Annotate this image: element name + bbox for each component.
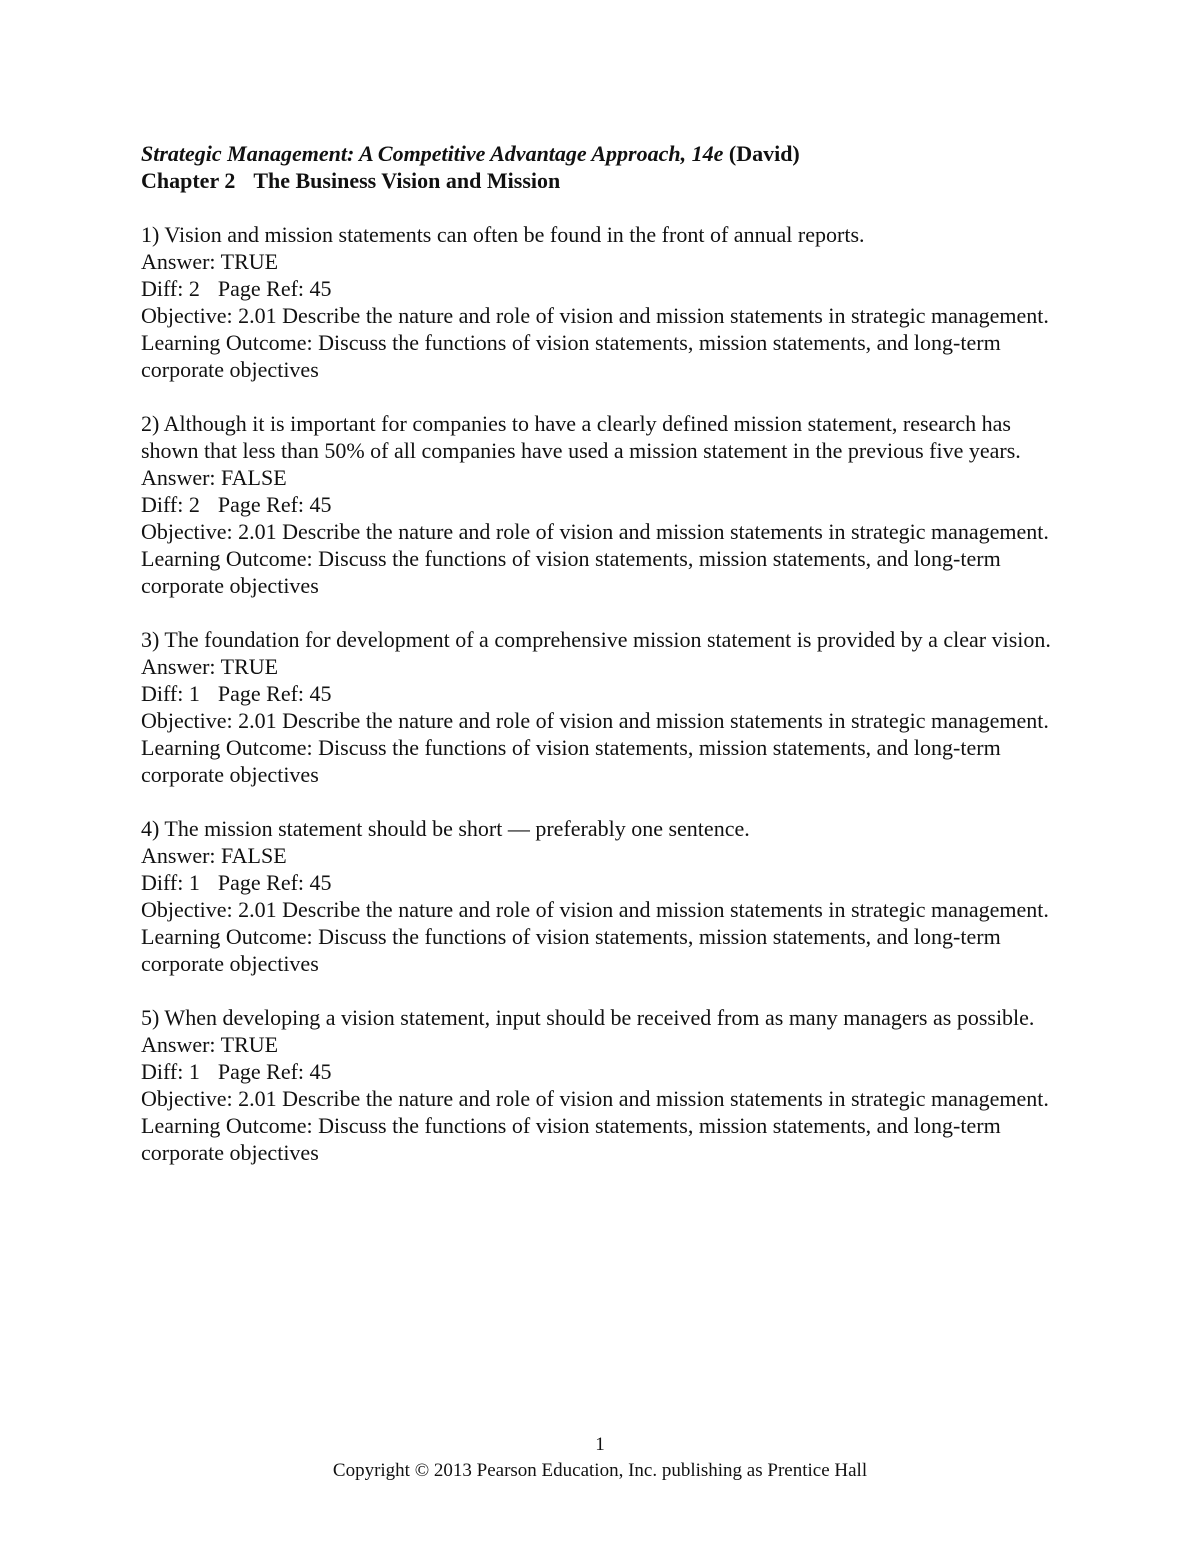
question-learning-outcome: Learning Outcome: Discuss the functions of vision statements, mission statements, and long-term corporate objectives [141,924,1001,976]
question-diff: Diff: 2 [141,492,200,517]
page-content [141,140,1071,1193]
question-item [141,626,1071,788]
question-objective: Objective: 2.01 Describe the nature and role of vision and mission statements in strategic management. [141,1086,1049,1111]
copyright-notice: Copyright © 2013 Pearson Education, Inc. publishing as Prentice Hall [332,1460,868,1481]
question-stem: 5) When developing a vision statement, input should be received from as many managers as possible. [141,1005,1035,1030]
question-meta [141,491,1071,518]
question-stem: 3) The foundation for development of a comprehensive mission statement is provided by a clear vision. [141,627,1051,652]
question-answer: Answer: FALSE [141,843,287,868]
question-item [141,815,1071,977]
question-answer: Answer: TRUE [141,249,279,274]
question-diff: Diff: 2 [141,276,200,301]
question-diff: Diff: 1 [141,681,200,706]
question-item [141,410,1071,599]
book-title: Strategic Management: A Competitive Advantage Approach, 14e [141,141,724,166]
question-diff: Diff: 1 [141,870,200,895]
question-meta [141,1058,1071,1085]
question-page-ref: Page Ref: 45 [217,492,332,517]
question-page-ref: Page Ref: 45 [217,681,332,706]
question-meta [141,869,1071,896]
question-learning-outcome: Learning Outcome: Discuss the functions of vision statements, mission statements, and long-term corporate objectives [141,735,1001,787]
chapter-heading [141,167,1071,194]
question-page-ref: Page Ref: 45 [217,870,332,895]
question-item [141,1004,1071,1166]
question-page-ref: Page Ref: 45 [217,276,332,301]
chapter-title: The Business Vision and Mission [253,168,561,193]
page-number: 1 [595,1434,605,1455]
question-answer: Answer: FALSE [141,465,287,490]
question-objective: Objective: 2.01 Describe the nature and role of vision and mission statements in strategic management. [141,519,1049,544]
question-objective: Objective: 2.01 Describe the nature and role of vision and mission statements in strategic management. [141,708,1049,733]
document-header [141,140,1071,194]
question-learning-outcome: Learning Outcome: Discuss the functions of vision statements, mission statements, and long-term corporate objectives [141,546,1001,598]
question-learning-outcome: Learning Outcome: Discuss the functions of vision statements, mission statements, and long-term corporate objectives [141,1113,1001,1165]
question-learning-outcome: Learning Outcome: Discuss the functions of vision statements, mission statements, and long-term corporate objectives [141,330,1001,382]
chapter-number: Chapter 2 [141,168,236,193]
book-title-line [141,140,1071,167]
question-objective: Objective: 2.01 Describe the nature and role of vision and mission statements in strategic management. [141,897,1049,922]
question-page-ref: Page Ref: 45 [217,1059,332,1084]
question-answer: Answer: TRUE [141,1032,279,1057]
book-author: (David) [728,141,800,166]
question-diff: Diff: 1 [141,1059,200,1084]
question-stem: 1) Vision and mission statements can often be found in the front of annual reports. [141,222,865,247]
question-stem: 4) The mission statement should be short — preferably one sentence. [141,816,750,841]
question-item [141,221,1071,383]
question-objective: Objective: 2.01 Describe the nature and role of vision and mission statements in strategic management. [141,303,1049,328]
question-stem: 2) Although it is important for companies to have a clearly defined mission statement, research has shown that less than 50% of all companies have used a mission statement in the previous five years. [141,411,1021,463]
question-answer: Answer: TRUE [141,654,279,679]
question-meta [141,680,1071,707]
question-meta [141,275,1071,302]
